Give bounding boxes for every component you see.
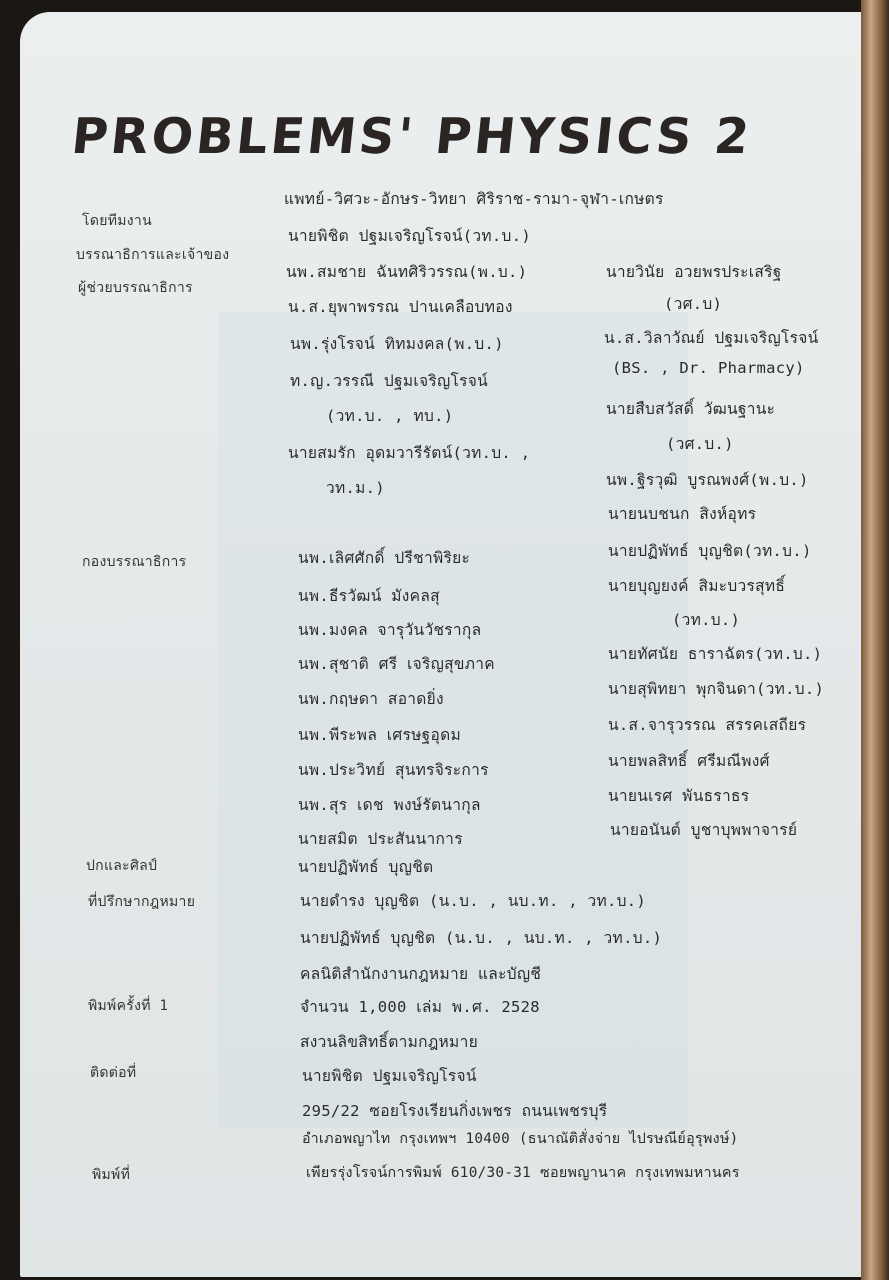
assistant-editors-label: ผู้ช่วยบรรณาธิการ xyxy=(78,280,193,296)
assistant-editor-right-2: (วศ.บ) xyxy=(664,295,723,313)
board-left-8: นพ.สุร เดช พงษ์รัตนากุล xyxy=(298,796,481,814)
board-right-6: น.ส.จารุวรรณ สรรคเสถียร xyxy=(608,716,807,734)
legal-advisor-2: นายปฏิพัทธ์ บุญชิต (น.บ. , นบ.ท. , วท.บ.) xyxy=(300,929,663,947)
team-value: แพทย์-วิศวะ-อักษร-วิทยา ศิริราช-รามา-จุฬา-เกษตร xyxy=(284,190,664,208)
board-right-1: นายปฏิพัทธ์ บุญชิต(วท.บ.) xyxy=(608,542,812,560)
board-right-7: นายพลสิทธิ์ ศรีมณีพงศ์ xyxy=(608,752,770,770)
first-printing-2: สงวนลิขสิทธิ์ตามกฎหมาย xyxy=(300,1033,478,1051)
board-left-1: นพ.เลิศศักดิ์ ปรีชาพิริยะ xyxy=(298,549,471,567)
contact-label: ติดต่อที่ xyxy=(90,1065,137,1081)
legal-advisor-1: นายดำรง บุญชิต (น.บ. , นบ.ท. , วท.บ.) xyxy=(300,892,647,910)
book-spine-edge xyxy=(861,0,889,1280)
editorial-board-label: กองบรรณาธิการ xyxy=(82,554,187,570)
assistant-editor-right-6: (วศ.บ.) xyxy=(666,435,734,453)
printer-label: พิมพ์ที่ xyxy=(92,1167,131,1183)
board-left-9: นายสมิต ประสันนาการ xyxy=(298,830,463,848)
board-left-3: นพ.มงคล จารุวันวัชรากุล xyxy=(298,621,482,639)
board-left-4: นพ.สุชาติ ศรี เจริญสุขภาค xyxy=(298,655,495,673)
assistant-editor-right-8: นายนบชนก สิงห์อุทร xyxy=(608,505,757,523)
assistant-editor-left-4: ท.ญ.วรรณี ปฐมเจริญโรจน์ xyxy=(290,372,489,390)
assistant-editor-right-1: นายวินัย อวยพรประเสริฐ xyxy=(606,263,782,281)
assistant-editor-left-3: นพ.รุ่งโรจน์ ทิทมงคล(พ.บ.) xyxy=(290,335,504,353)
board-right-8: นายนเรศ พันธราธร xyxy=(608,787,750,805)
assistant-editor-left-1: นพ.สมชาย ฉันทศิริวรรณ(พ.บ.) xyxy=(286,263,528,281)
board-left-5: นพ.กฤษดา สอาดยิ่ง xyxy=(298,690,444,708)
first-printing-1: จำนวน 1,000 เล่ม พ.ศ. 2528 xyxy=(300,998,540,1016)
contact-line-3: อำเภอพญาไท กรุงเทพฯ 10400 (ธนาณัติสั่งจ่าย ไปรษณีย์อุรุพงษ์) xyxy=(302,1131,739,1147)
assistant-editor-left-5: (วท.บ. , ทบ.) xyxy=(326,407,454,425)
first-printing-label: พิมพ์ครั้งที่ 1 xyxy=(88,998,169,1014)
team-label: โดยทีมงาน xyxy=(82,213,152,229)
cover-art-value: นายปฏิพัทธ์ บุญชิต xyxy=(298,858,434,876)
assistant-editor-right-5: นายสืบสวัสดิ์ วัฒนฐานะ xyxy=(606,400,776,418)
assistant-editor-left-7: วท.ม.) xyxy=(326,479,385,497)
assistant-editor-right-3: น.ส.วิลาวัณย์ ปฐมเจริญโรจน์ xyxy=(604,329,819,347)
board-right-9: นายอนันต์ บูชาบุพพาจารย์ xyxy=(610,821,798,839)
editor-owner-label: บรรณาธิการและเจ้าของ xyxy=(76,247,230,263)
board-right-4: นายทัศนัย ธาราฉัตร(วท.บ.) xyxy=(608,645,823,663)
page-title: PROBLEMS' PHYSICS 2 xyxy=(69,108,755,165)
board-right-3: (วท.บ.) xyxy=(672,611,741,629)
assistant-editor-left-6: นายสมรัก อุดมวารีรัตน์(วท.บ. , xyxy=(288,444,531,462)
cover-art-label: ปกและศิลป์ xyxy=(86,858,158,874)
board-left-7: นพ.ประวิทย์ สุนทรจิระการ xyxy=(298,761,489,779)
legal-advisor-3: คลนิติสำนักงานกฎหมาย และบัญชี xyxy=(300,965,542,983)
assistant-editor-right-4: (BS. , Dr. Pharmacy) xyxy=(612,359,805,377)
editor-owner-value: นายพิชิต ปฐมเจริญโรจน์(วท.บ.) xyxy=(288,227,531,245)
contact-line-1: นายพิชิต ปฐมเจริญโรจน์ xyxy=(302,1067,477,1085)
board-left-2: นพ.ธีรวัฒน์ มังคลสุ xyxy=(298,587,440,605)
printer-value: เพียรรุ่งโรจน์การพิมพ์ 610/30-31 ซอยพญานาค กรุงเทพมหานคร xyxy=(306,1165,740,1181)
contact-line-2: 295/22 ซอยโรงเรียนกิ่งเพชร ถนนเพชรบุรี xyxy=(302,1102,608,1120)
board-right-2: นายบุญยงค์ สิมะบวรสุทธิ์ xyxy=(608,577,786,595)
assistant-editor-right-7: นพ.ฐิรวุฒิ บูรณพงศ์(พ.บ.) xyxy=(606,471,809,489)
board-right-5: นายสุพิทยา พุกจินดา(วท.บ.) xyxy=(608,680,825,698)
assistant-editor-left-2: น.ส.ยุพาพรรณ ปานเคลือบทอง xyxy=(288,298,513,316)
legal-advisors-label: ที่ปรึกษากฎหมาย xyxy=(88,894,196,910)
board-left-6: นพ.พีระพล เศรษฐอุดม xyxy=(298,726,461,744)
